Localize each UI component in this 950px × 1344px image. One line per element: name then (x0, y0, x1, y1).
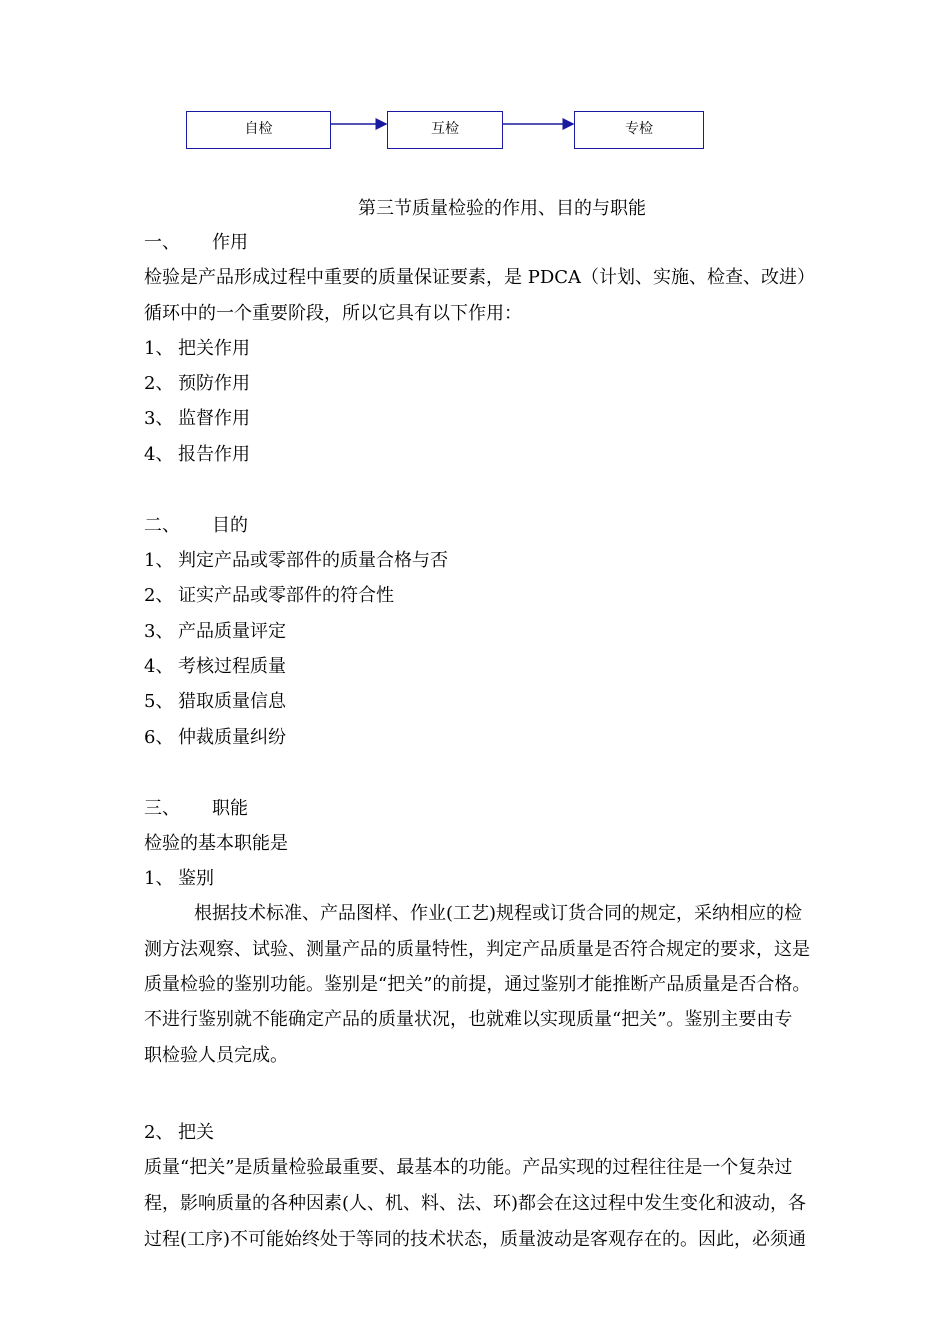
list-item (144, 690, 286, 714)
section2-number: 二、 (144, 515, 180, 536)
list-item (144, 655, 286, 679)
list-item-number: 3、 (144, 408, 174, 429)
paragraph-line: 过程(工序)不可能始终处于等同的技术状态，质量波动是客观存在的。因此，必须通 (144, 1229, 807, 1250)
list-item-text: 预防作用 (178, 373, 250, 394)
paragraph-line: 职检验人员完成。 (144, 1045, 288, 1066)
list-item (144, 372, 250, 396)
section1-intro-line2: 循环中的一个重要阶段，所以它具有以下作用： (144, 303, 522, 324)
paragraph-line: 质量“把关”是质量检验最重要、最基本的功能。产品实现的过程往往是一个复杂过 (144, 1157, 793, 1178)
section1-heading (144, 231, 248, 255)
list-item (144, 726, 286, 750)
list-item-text: 仲裁质量纠纷 (178, 727, 286, 748)
list-item (144, 337, 250, 361)
list-item-text: 猎取质量信息 (178, 691, 286, 712)
list-item-number: 1、 (144, 550, 174, 571)
list-item-text: 把关作用 (178, 338, 250, 359)
flow-box-mutual-check: 互检 (387, 111, 503, 149)
list-item-number: 1、 (144, 338, 174, 359)
list-item-text: 报告作用 (178, 444, 250, 465)
list-item-text: 产品质量评定 (178, 621, 286, 642)
paragraph-line: 质量检验的鉴别功能。鉴别是“把关”的前提，通过鉴别才能推断产品质量是否合格。 (144, 974, 811, 995)
section3-number: 三、 (144, 798, 180, 819)
paragraph-line: 测方法观察、试验、测量产品的质量特性，判定产品质量是否符合规定的要求，这是 (144, 939, 810, 960)
flow-box-self-check: 自检 (186, 111, 331, 149)
list-item-number: 2、 (144, 373, 174, 394)
list-item-text: 证实产品或零部件的符合性 (178, 585, 394, 606)
section3-heading-text: 职能 (212, 798, 248, 819)
list-item-number: 6、 (144, 727, 174, 748)
subsection2-heading (144, 1121, 214, 1145)
list-item (144, 584, 394, 608)
subsection2-number: 2、 (144, 1122, 174, 1143)
paragraph-line: 不进行鉴别就不能确定产品的质量状况，也就难以实现质量“把关”。鉴别主要由专 (144, 1009, 793, 1030)
subsection2-heading-text: 把关 (178, 1122, 214, 1143)
list-item-text: 监督作用 (178, 408, 250, 429)
subsection1-heading (144, 867, 214, 891)
section1-intro-line1: 检验是产品形成过程中重要的质量保证要素，是 PDCA（计划、实施、检查、改进） (144, 267, 816, 288)
list-item (144, 620, 286, 644)
list-item-number: 4、 (144, 656, 174, 677)
section3-intro: 检验的基本职能是 (144, 833, 288, 854)
section1-heading-text: 作用 (212, 232, 248, 253)
list-item-number: 4、 (144, 444, 174, 465)
section3-heading (144, 797, 248, 821)
list-item-number: 2、 (144, 585, 174, 606)
list-item-number: 3、 (144, 621, 174, 642)
paragraph-line: 根据技术标准、产品图样、作业(工艺)规程或订货合同的规定，采纳相应的检 (194, 903, 803, 924)
section2-heading-text: 目的 (212, 515, 248, 536)
list-item-text: 考核过程质量 (178, 656, 286, 677)
list-item (144, 407, 250, 431)
paragraph-line: 程，影响质量的各种因素(人、机、料、法、环)都会在这过程中发生变化和波动，各 (144, 1193, 807, 1214)
inspection-flowchart (0, 0, 950, 170)
section-title: 第三节质量检验的作用、目的与职能 (358, 198, 646, 219)
subsection1-heading-text: 鉴别 (178, 868, 214, 889)
list-item-text: 判定产品或零部件的质量合格与否 (178, 550, 448, 571)
section2-heading (144, 514, 248, 538)
list-item (144, 549, 448, 573)
subsection1-number: 1、 (144, 868, 174, 889)
section1-number: 一、 (144, 232, 180, 253)
list-item (144, 443, 250, 467)
flow-box-special-check: 专检 (574, 111, 704, 149)
list-item-number: 5、 (144, 691, 174, 712)
